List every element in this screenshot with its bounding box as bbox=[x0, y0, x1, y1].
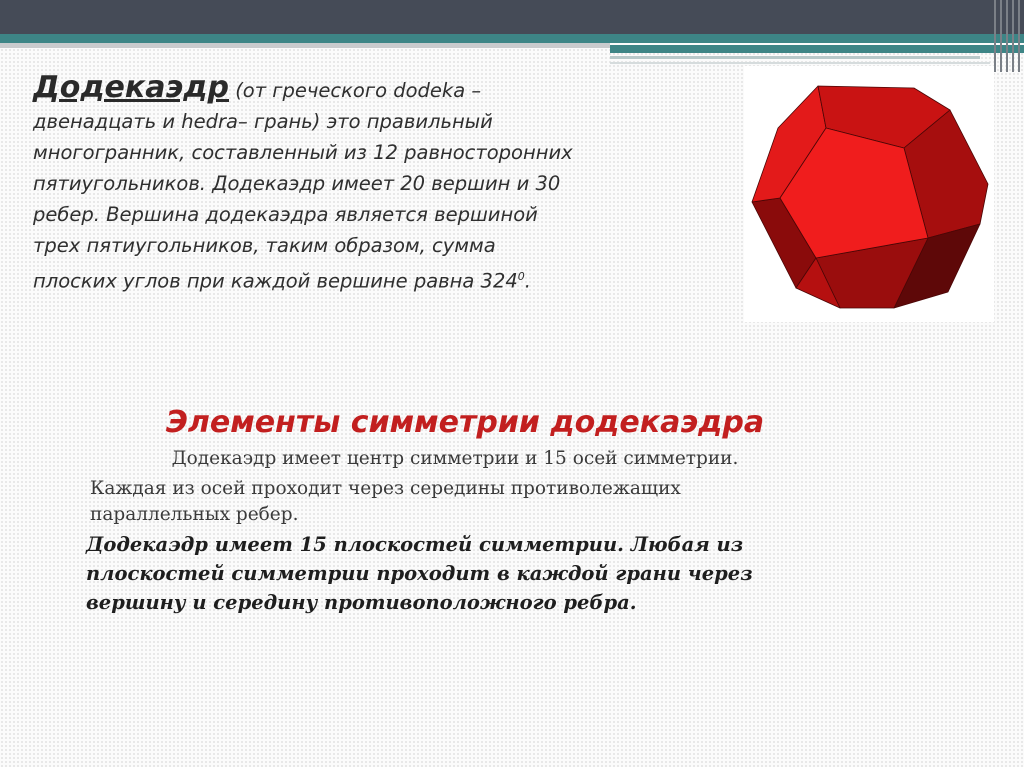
gray-stripe bbox=[0, 43, 610, 48]
symmetry-planes-text: Додекаэдр имеет 15 плоскостей симметрии. Любая из плоскостей симметрии проходит в каждой грани через вершину и середину противоположного ребра. bbox=[86, 533, 753, 614]
symmetry-center-text: Додекаэдр имеет центр симметрии и 15 осей симметрии. bbox=[171, 448, 739, 469]
corner-decoration bbox=[994, 0, 1024, 72]
teal-stripe bbox=[0, 34, 1024, 43]
dodecahedron-drawing bbox=[744, 66, 994, 322]
title-bar-decoration bbox=[0, 0, 1024, 34]
degree-mark: 0 bbox=[517, 270, 525, 283]
right-rule-thin bbox=[610, 56, 980, 59]
right-rule-faint bbox=[610, 62, 990, 64]
right-rule bbox=[610, 45, 1024, 53]
symmetry-heading: Элементы симметрии додекаэдра bbox=[165, 405, 765, 440]
intro-end: . bbox=[524, 269, 531, 293]
dodecahedron-image bbox=[744, 66, 994, 322]
intro-paragraph bbox=[33, 72, 578, 297]
dodecahedron-term: Додекаэдр bbox=[33, 70, 229, 105]
intro-text: (от греческого dodeka – двенадцать и hedra– грань) это правильный многогранник, составленный из 12 равносторонних пятиугольников. Додекаэдр имеет 20 вершин и 30 ребер. Вершина додекаэдра является вершиной трех пятиугольников, таким образом, сумма плоских углов при каждой вершине равна 324 bbox=[33, 79, 573, 293]
symmetry-axes-text: Каждая из осей проходит через середины противолежащих параллельных ребер. bbox=[90, 478, 681, 525]
